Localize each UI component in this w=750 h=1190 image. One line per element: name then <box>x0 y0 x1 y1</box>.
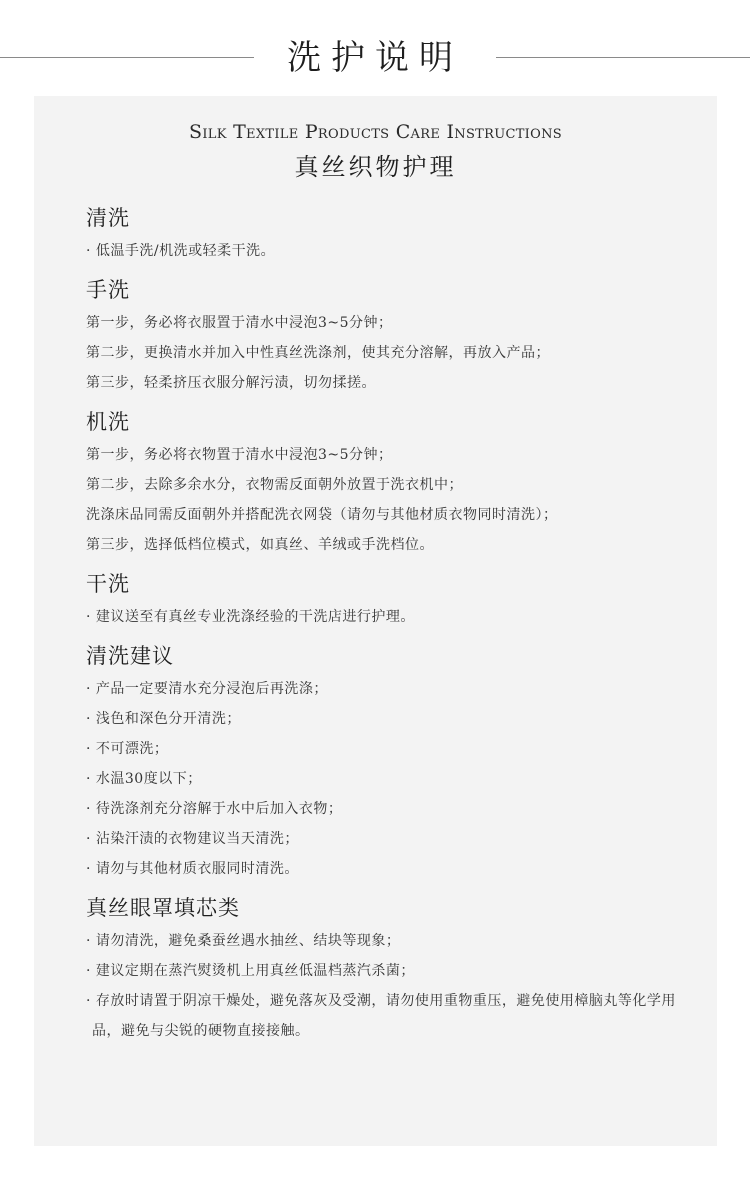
section-cleaning <box>86 204 686 266</box>
section-heading: 真丝眼罩填芯类 <box>86 896 240 920</box>
subtitle-chinese: 真丝织物护理 <box>294 153 457 181</box>
section-heading: 清洗 <box>86 206 130 230</box>
instruction-line: · 浅色和深色分开清洗； <box>86 711 241 727</box>
instruction-line: 第三步，轻柔挤压衣服分解污渍，切勿揉搓。 <box>86 375 376 391</box>
instruction-line: · 产品一定要清水充分浸泡后再洗涤； <box>86 681 328 697</box>
section-dry-clean <box>86 570 686 632</box>
instruction-line: · 建议送至有真丝专业洗涤经验的干洗店进行护理。 <box>86 609 415 625</box>
care-sections <box>86 204 686 1056</box>
section-eye-mask <box>86 894 686 1046</box>
instruction-line: 第一步，务必将衣物置于清水中浸泡3~5分钟； <box>86 447 393 463</box>
instruction-line: 第一步，务必将衣服置于清水中浸泡3~5分钟； <box>86 315 393 331</box>
header-divider-left <box>0 57 254 58</box>
header-divider-right <box>496 57 750 58</box>
instruction-line: · 建议定期在蒸汽熨烫机上用真丝低温档蒸汽杀菌； <box>86 963 415 979</box>
instruction-line: · 低温手洗/机洗或轻柔干洗。 <box>86 243 276 259</box>
instruction-line: · 待洗涤剂充分溶解于水中后加入衣物； <box>86 801 343 817</box>
instruction-line: · 请勿与其他材质衣服同时清洗。 <box>86 861 299 877</box>
instruction-line: 第三步，选择低档位模式，如真丝、羊绒或手洗档位。 <box>86 537 434 553</box>
instruction-line: · 沾染汗渍的衣物建议当天清洗； <box>86 831 299 847</box>
section-heading: 清洗建议 <box>86 644 174 668</box>
page-title: 洗护说明 <box>287 38 463 78</box>
instruction-line: 洗涤床品同需反面朝外并搭配洗衣网袋（请勿与其他材质衣物同时清洗）； <box>86 507 558 523</box>
subtitle-english: Silk Textile Products Care Instructions <box>189 121 562 143</box>
section-heading: 干洗 <box>86 572 130 596</box>
instruction-line: · 存放时请置于阴凉干燥处，避免落灰及受潮，请勿使用重物重压，避免使用樟脑丸等化学用品，避免与尖锐的硬物直接接触。 <box>86 993 676 1039</box>
page-header <box>0 30 750 86</box>
section-heading: 机洗 <box>86 410 130 434</box>
section-machine-wash <box>86 408 686 560</box>
instruction-line: · 水温30度以下； <box>86 771 202 787</box>
section-heading: 手洗 <box>86 278 130 302</box>
instruction-line: 第二步，去除多余水分，衣物需反面朝外放置于洗衣机中； <box>86 477 463 493</box>
instruction-line: · 请勿清洗，避免桑蚕丝遇水抽丝、结块等现象； <box>86 933 401 949</box>
section-hand-wash <box>86 276 686 398</box>
care-instructions-panel <box>34 96 717 1146</box>
instruction-line: · 不可漂洗； <box>86 741 169 757</box>
section-cleaning-tips <box>86 642 686 884</box>
instruction-line: 第二步，更换清水并加入中性真丝洗涤剂，使其充分溶解，再放入产品； <box>86 345 550 361</box>
